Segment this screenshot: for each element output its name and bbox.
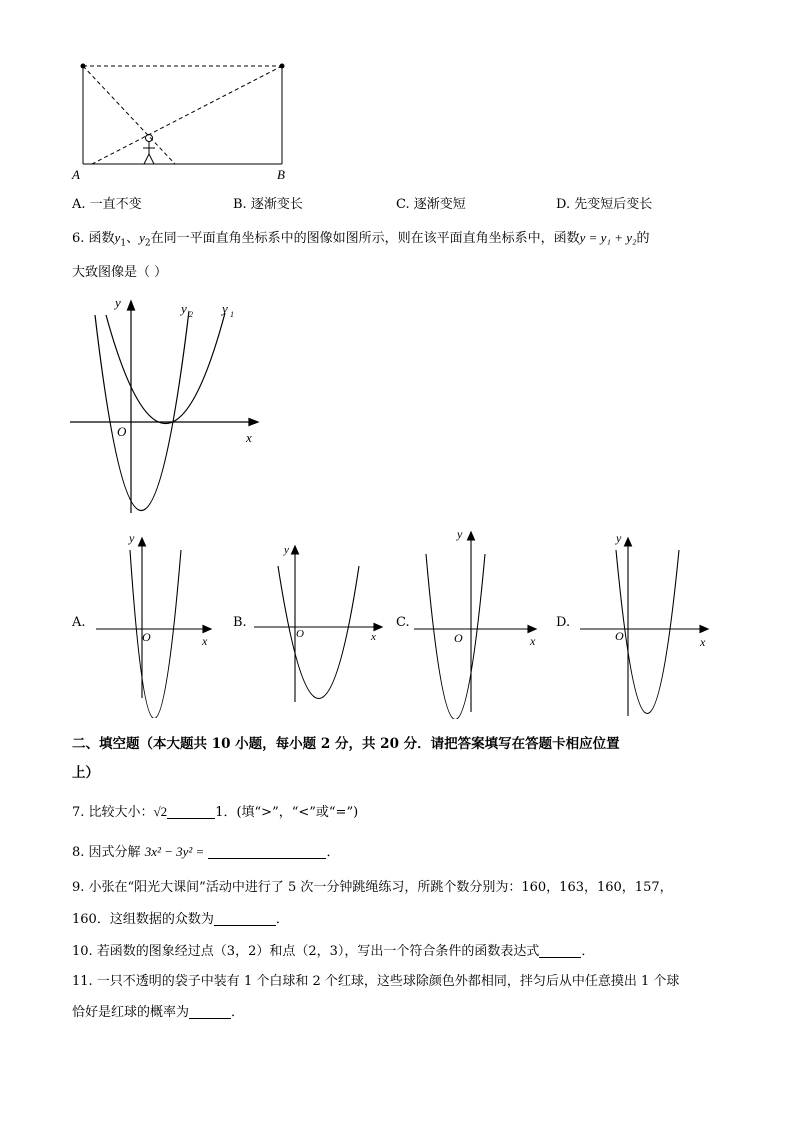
q8-line: 8. 因式分解 3x² − 3y² = ． [72,844,340,860]
q5-option-b[interactable]: B. 逐渐变长 [233,197,303,212]
q6-choice-c-letter[interactable]: C. [396,615,410,630]
q6-choice-b-graph[interactable] [250,536,390,706]
svg-text:O: O [454,631,463,645]
q6-choice-c-graph[interactable] [410,524,545,719]
q9-answer-blank[interactable] [214,911,276,926]
q5-option-a[interactable]: A. 一直不变 [72,197,142,212]
light-ray-left [83,66,175,164]
y-axis-arrow [128,301,135,310]
curve-y2-sub: 2 [189,310,193,319]
curve-y1-sub: 1 [230,310,234,319]
y-axis-label: y [115,295,121,310]
origin-label: O [117,424,127,439]
svg-text:O: O [296,628,304,640]
choice-a-parabola [130,550,181,718]
q10-answer-blank[interactable] [539,943,581,958]
svg-text:x: x [530,634,536,648]
q7-answer-blank[interactable] [167,804,215,819]
q7-line: 7. 比较大小：√2 1．(填“>”，“<”或“=”) [72,804,359,820]
q9-line2: 160．这组数据的众数为 ． [72,912,289,927]
svg-text:x: x [371,631,376,643]
q6-stem-line1: 6. 函数$y_1$、$y_2$在同一平面直角坐标系中的图像如图所示，则在该平面直角坐标系中，函数y = y₁ + y₂的 [72,230,650,249]
q11-line2: 恰好是红球的概率为 ． [72,1005,245,1020]
section2-heading-line2: 上） [72,765,99,781]
curve-y1-label: y [222,301,228,316]
svg-text:y: y [457,527,463,541]
curve-y2-label: y [181,301,187,316]
q8-answer-blank[interactable] [208,844,326,859]
q5-option-c[interactable]: C. 逐渐变短 [396,197,466,212]
person-leg-left [144,154,149,164]
svg-text:O: O [615,629,624,643]
svg-text:y: y [284,544,289,556]
q6-choice-a-letter[interactable]: A. [72,615,86,630]
light-shadow-figure [70,58,300,183]
q11-line1: 11. 一只不透明的袋子中装有 1 个白球和 2 个红球，这些球除颜色外都相同，拌匀后从中任意摸出 1 个球 [72,974,680,989]
q11-answer-blank[interactable] [189,1004,231,1019]
light-ray-right [92,66,282,164]
svg-text:x: x [202,634,208,648]
choice-d-parabola [616,550,679,714]
person-head [146,135,153,142]
curve-y1 [106,313,225,424]
q6-choice-b-letter[interactable]: B. [233,615,247,630]
svg-text:x: x [700,635,706,649]
point-a-label: A [72,167,80,182]
q6-stem-line2: 大致图像是（ ） [72,265,168,280]
svg-text:y: y [616,531,622,545]
point-b-label: B [277,167,285,182]
section2-heading-line1: 二、填空题（本大题共 10 小题，每小题 2 分，共 20 分．请把答案填写在答题卡相应位置 [72,736,620,752]
lamp-right [280,64,285,69]
q6-choice-a-graph[interactable] [92,528,217,718]
svg-text:y: y [129,531,135,545]
q10-line: 10. 若函数的图象经过点（3，2）和点（2，3），写出一个符合条件的函数表达式 ． [72,944,595,959]
lamp-left [81,64,86,69]
q6-choice-d-graph[interactable] [576,528,716,718]
choice-b-parabola [278,566,359,699]
q5-option-d[interactable]: D. 先变短后变长 [556,197,653,212]
x-axis-label: x [246,430,252,445]
q6-choice-d-letter[interactable]: D. [556,615,571,630]
q6-main-graph [68,293,268,518]
person-leg-right [149,154,154,164]
svg-text:O: O [142,630,151,644]
q9-line1: 9. 小张在“阳光大课间”活动中进行了 5 次一分钟跳绳练习，所跳个数分别为：160，163，160，157， [72,880,673,895]
x-axis-arrow [249,419,258,426]
curve-y2 [95,311,189,511]
